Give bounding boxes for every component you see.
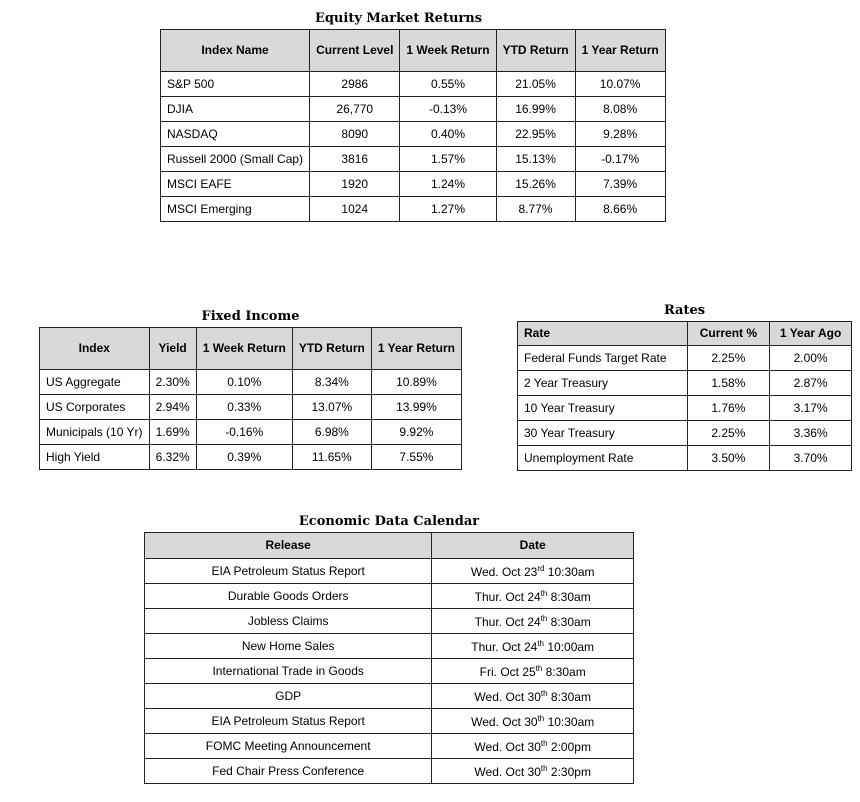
table-cell: 0.10% bbox=[196, 370, 292, 395]
table-cell: 1.27% bbox=[400, 197, 496, 222]
row-label: 30 Year Treasury bbox=[518, 421, 688, 446]
table-cell: 3816 bbox=[310, 147, 400, 172]
date-day: Wed. Oct 30 bbox=[474, 764, 541, 779]
table-cell: 22.95% bbox=[496, 122, 575, 147]
date-day: Thur. Oct 24 bbox=[474, 589, 541, 604]
row-label: High Yield bbox=[40, 445, 150, 470]
date-time: 10:30am bbox=[544, 714, 595, 729]
rates-title: Rates bbox=[663, 303, 706, 318]
table-cell: 1.76% bbox=[687, 396, 770, 421]
row-label: DJIA bbox=[161, 97, 310, 122]
fixed-income-section bbox=[39, 307, 462, 470]
fixed-income-table bbox=[39, 327, 462, 470]
table-cell: 1.69% bbox=[149, 420, 196, 445]
table-cell: 21.05% bbox=[496, 72, 575, 97]
table-cell: 1.57% bbox=[400, 147, 496, 172]
table-row bbox=[40, 420, 462, 445]
table-row bbox=[161, 122, 666, 147]
table-row bbox=[145, 734, 634, 759]
date-time: 10:00am bbox=[544, 639, 595, 654]
equity-table bbox=[160, 29, 666, 222]
date-day: Thur. Oct 24 bbox=[474, 614, 541, 629]
table-cell: 26,770 bbox=[310, 97, 400, 122]
table-row bbox=[145, 584, 634, 609]
table-cell: 10.07% bbox=[575, 72, 665, 97]
table-cell: 1024 bbox=[310, 197, 400, 222]
table-cell: 0.40% bbox=[400, 122, 496, 147]
date-ordinal-suffix: th bbox=[540, 763, 548, 773]
release-name: Durable Goods Orders bbox=[145, 584, 432, 609]
date-day: Wed. Oct 23 bbox=[470, 564, 538, 579]
table-cell: 0.33% bbox=[196, 395, 292, 420]
row-label: Municipals (10 Yr) bbox=[40, 420, 150, 445]
table-cell: 15.13% bbox=[496, 147, 575, 172]
release-date bbox=[432, 734, 634, 759]
release-date bbox=[432, 634, 634, 659]
table-cell: 2.00% bbox=[770, 346, 852, 371]
table-row bbox=[518, 421, 852, 446]
row-label: NASDAQ bbox=[161, 122, 310, 147]
table-cell: 8.34% bbox=[292, 370, 371, 395]
table-cell: 8090 bbox=[310, 122, 400, 147]
release-name: EIA Petroleum Status Report bbox=[145, 559, 432, 584]
table-row bbox=[161, 72, 666, 97]
release-name: Fed Chair Press Conference bbox=[145, 759, 432, 784]
date-time: 8:30am bbox=[547, 689, 591, 704]
date-ordinal-suffix: rd bbox=[537, 563, 545, 573]
date-ordinal-suffix: th bbox=[535, 663, 543, 673]
table-row bbox=[145, 634, 634, 659]
table-row bbox=[145, 559, 634, 584]
date-time: 2:30pm bbox=[547, 764, 591, 779]
table-row bbox=[145, 684, 634, 709]
table-cell: 2.30% bbox=[149, 370, 196, 395]
table-cell: 3.17% bbox=[770, 396, 852, 421]
date-ordinal-suffix: th bbox=[540, 613, 548, 623]
release-date bbox=[432, 709, 634, 734]
table-cell: 13.99% bbox=[371, 395, 461, 420]
table-row bbox=[518, 371, 852, 396]
table-cell: 1.58% bbox=[687, 371, 770, 396]
equity-section bbox=[160, 9, 659, 222]
table-row bbox=[145, 659, 634, 684]
date-ordinal-suffix: th bbox=[540, 588, 548, 598]
release-name: International Trade in Goods bbox=[145, 659, 432, 684]
calendar-table bbox=[144, 532, 634, 784]
table-row bbox=[161, 172, 666, 197]
table-cell: 1.24% bbox=[400, 172, 496, 197]
column-header: 1 Week Return bbox=[196, 328, 292, 370]
row-label: MSCI EAFE bbox=[161, 172, 310, 197]
row-label: Unemployment Rate bbox=[518, 446, 688, 471]
table-row bbox=[145, 709, 634, 734]
date-day: Wed. Oct 30 bbox=[474, 739, 541, 754]
table-cell: 3.50% bbox=[687, 446, 770, 471]
table-cell: 2.87% bbox=[770, 371, 852, 396]
table-cell: 7.39% bbox=[575, 172, 665, 197]
table-row bbox=[518, 446, 852, 471]
fixed-income-title: Fixed Income bbox=[201, 309, 300, 324]
table-cell: 16.99% bbox=[496, 97, 575, 122]
column-header: 1 Week Return bbox=[400, 30, 496, 72]
table-row bbox=[518, 346, 852, 371]
date-ordinal-suffix: th bbox=[540, 688, 548, 698]
column-header: Date bbox=[432, 533, 634, 559]
table-cell: 2.25% bbox=[687, 421, 770, 446]
row-label: S&P 500 bbox=[161, 72, 310, 97]
row-label: 10 Year Treasury bbox=[518, 396, 688, 421]
date-ordinal-suffix: th bbox=[537, 713, 545, 723]
column-header: Release bbox=[145, 533, 432, 559]
column-header: Index bbox=[40, 328, 150, 370]
table-row bbox=[518, 396, 852, 421]
column-header: YTD Return bbox=[496, 30, 575, 72]
table-cell: 9.28% bbox=[575, 122, 665, 147]
table-cell: 8.08% bbox=[575, 97, 665, 122]
equity-title: Equity Market Returns bbox=[314, 11, 483, 26]
table-row bbox=[161, 97, 666, 122]
table-cell: -0.13% bbox=[400, 97, 496, 122]
date-time: 8:30am bbox=[547, 614, 591, 629]
column-header: YTD Return bbox=[292, 328, 371, 370]
date-day: Wed. Oct 30 bbox=[474, 689, 541, 704]
table-cell: 2.25% bbox=[687, 346, 770, 371]
release-name: EIA Petroleum Status Report bbox=[145, 709, 432, 734]
release-name: FOMC Meeting Announcement bbox=[145, 734, 432, 759]
column-header: 1 Year Return bbox=[371, 328, 461, 370]
table-cell: 8.66% bbox=[575, 197, 665, 222]
column-header: Rate bbox=[518, 322, 688, 346]
table-row bbox=[145, 759, 634, 784]
column-header: Yield bbox=[149, 328, 196, 370]
row-label: 2 Year Treasury bbox=[518, 371, 688, 396]
date-ordinal-suffix: th bbox=[537, 638, 544, 648]
table-cell: 2.94% bbox=[149, 395, 196, 420]
table-row bbox=[145, 609, 634, 634]
row-label: US Corporates bbox=[40, 395, 150, 420]
release-date bbox=[432, 609, 634, 634]
date-time: 2:00pm bbox=[547, 739, 591, 754]
row-label: US Aggregate bbox=[40, 370, 150, 395]
release-date bbox=[432, 684, 634, 709]
table-row bbox=[161, 147, 666, 172]
table-row bbox=[40, 370, 462, 395]
table-cell: 6.32% bbox=[149, 445, 196, 470]
table-cell: 15.26% bbox=[496, 172, 575, 197]
release-date bbox=[432, 659, 634, 684]
release-name: New Home Sales bbox=[145, 634, 432, 659]
column-header: Current % bbox=[687, 322, 770, 346]
column-header: 1 Year Ago bbox=[770, 322, 852, 346]
date-ordinal-suffix: th bbox=[540, 738, 548, 748]
date-day: Wed. Oct 30 bbox=[471, 714, 538, 729]
release-name: GDP bbox=[145, 684, 432, 709]
calendar-section bbox=[144, 512, 634, 784]
column-header: 1 Year Return bbox=[575, 30, 665, 72]
calendar-title: Economic Data Calendar bbox=[298, 514, 480, 529]
table-cell: -0.16% bbox=[196, 420, 292, 445]
table-cell: 0.39% bbox=[196, 445, 292, 470]
release-date bbox=[432, 559, 634, 584]
date-time: 10:30am bbox=[544, 564, 595, 579]
rates-section bbox=[517, 301, 852, 471]
row-label: Federal Funds Target Rate bbox=[518, 346, 688, 371]
table-row bbox=[161, 197, 666, 222]
date-time: 8:30am bbox=[542, 664, 586, 679]
table-cell: 10.89% bbox=[371, 370, 461, 395]
table-cell: 3.70% bbox=[770, 446, 852, 471]
table-cell: 11.65% bbox=[292, 445, 371, 470]
column-header: Current Level bbox=[310, 30, 400, 72]
date-day: Fri. Oct 25 bbox=[479, 664, 536, 679]
release-date bbox=[432, 759, 634, 784]
table-cell: 8.77% bbox=[496, 197, 575, 222]
table-cell: 6.98% bbox=[292, 420, 371, 445]
release-name: Jobless Claims bbox=[145, 609, 432, 634]
table-cell: 0.55% bbox=[400, 72, 496, 97]
rates-table bbox=[517, 321, 852, 471]
row-label: Russell 2000 (Small Cap) bbox=[161, 147, 310, 172]
table-row bbox=[40, 445, 462, 470]
table-cell: -0.17% bbox=[575, 147, 665, 172]
table-cell: 13.07% bbox=[292, 395, 371, 420]
table-cell: 7.55% bbox=[371, 445, 461, 470]
row-label: MSCI Emerging bbox=[161, 197, 310, 222]
table-cell: 9.92% bbox=[371, 420, 461, 445]
table-cell: 1920 bbox=[310, 172, 400, 197]
date-time: 8:30am bbox=[547, 589, 591, 604]
table-cell: 3.36% bbox=[770, 421, 852, 446]
column-header: Index Name bbox=[161, 30, 310, 72]
table-row bbox=[40, 395, 462, 420]
date-day: Thur. Oct 24 bbox=[471, 639, 538, 654]
table-cell: 2986 bbox=[310, 72, 400, 97]
release-date bbox=[432, 584, 634, 609]
